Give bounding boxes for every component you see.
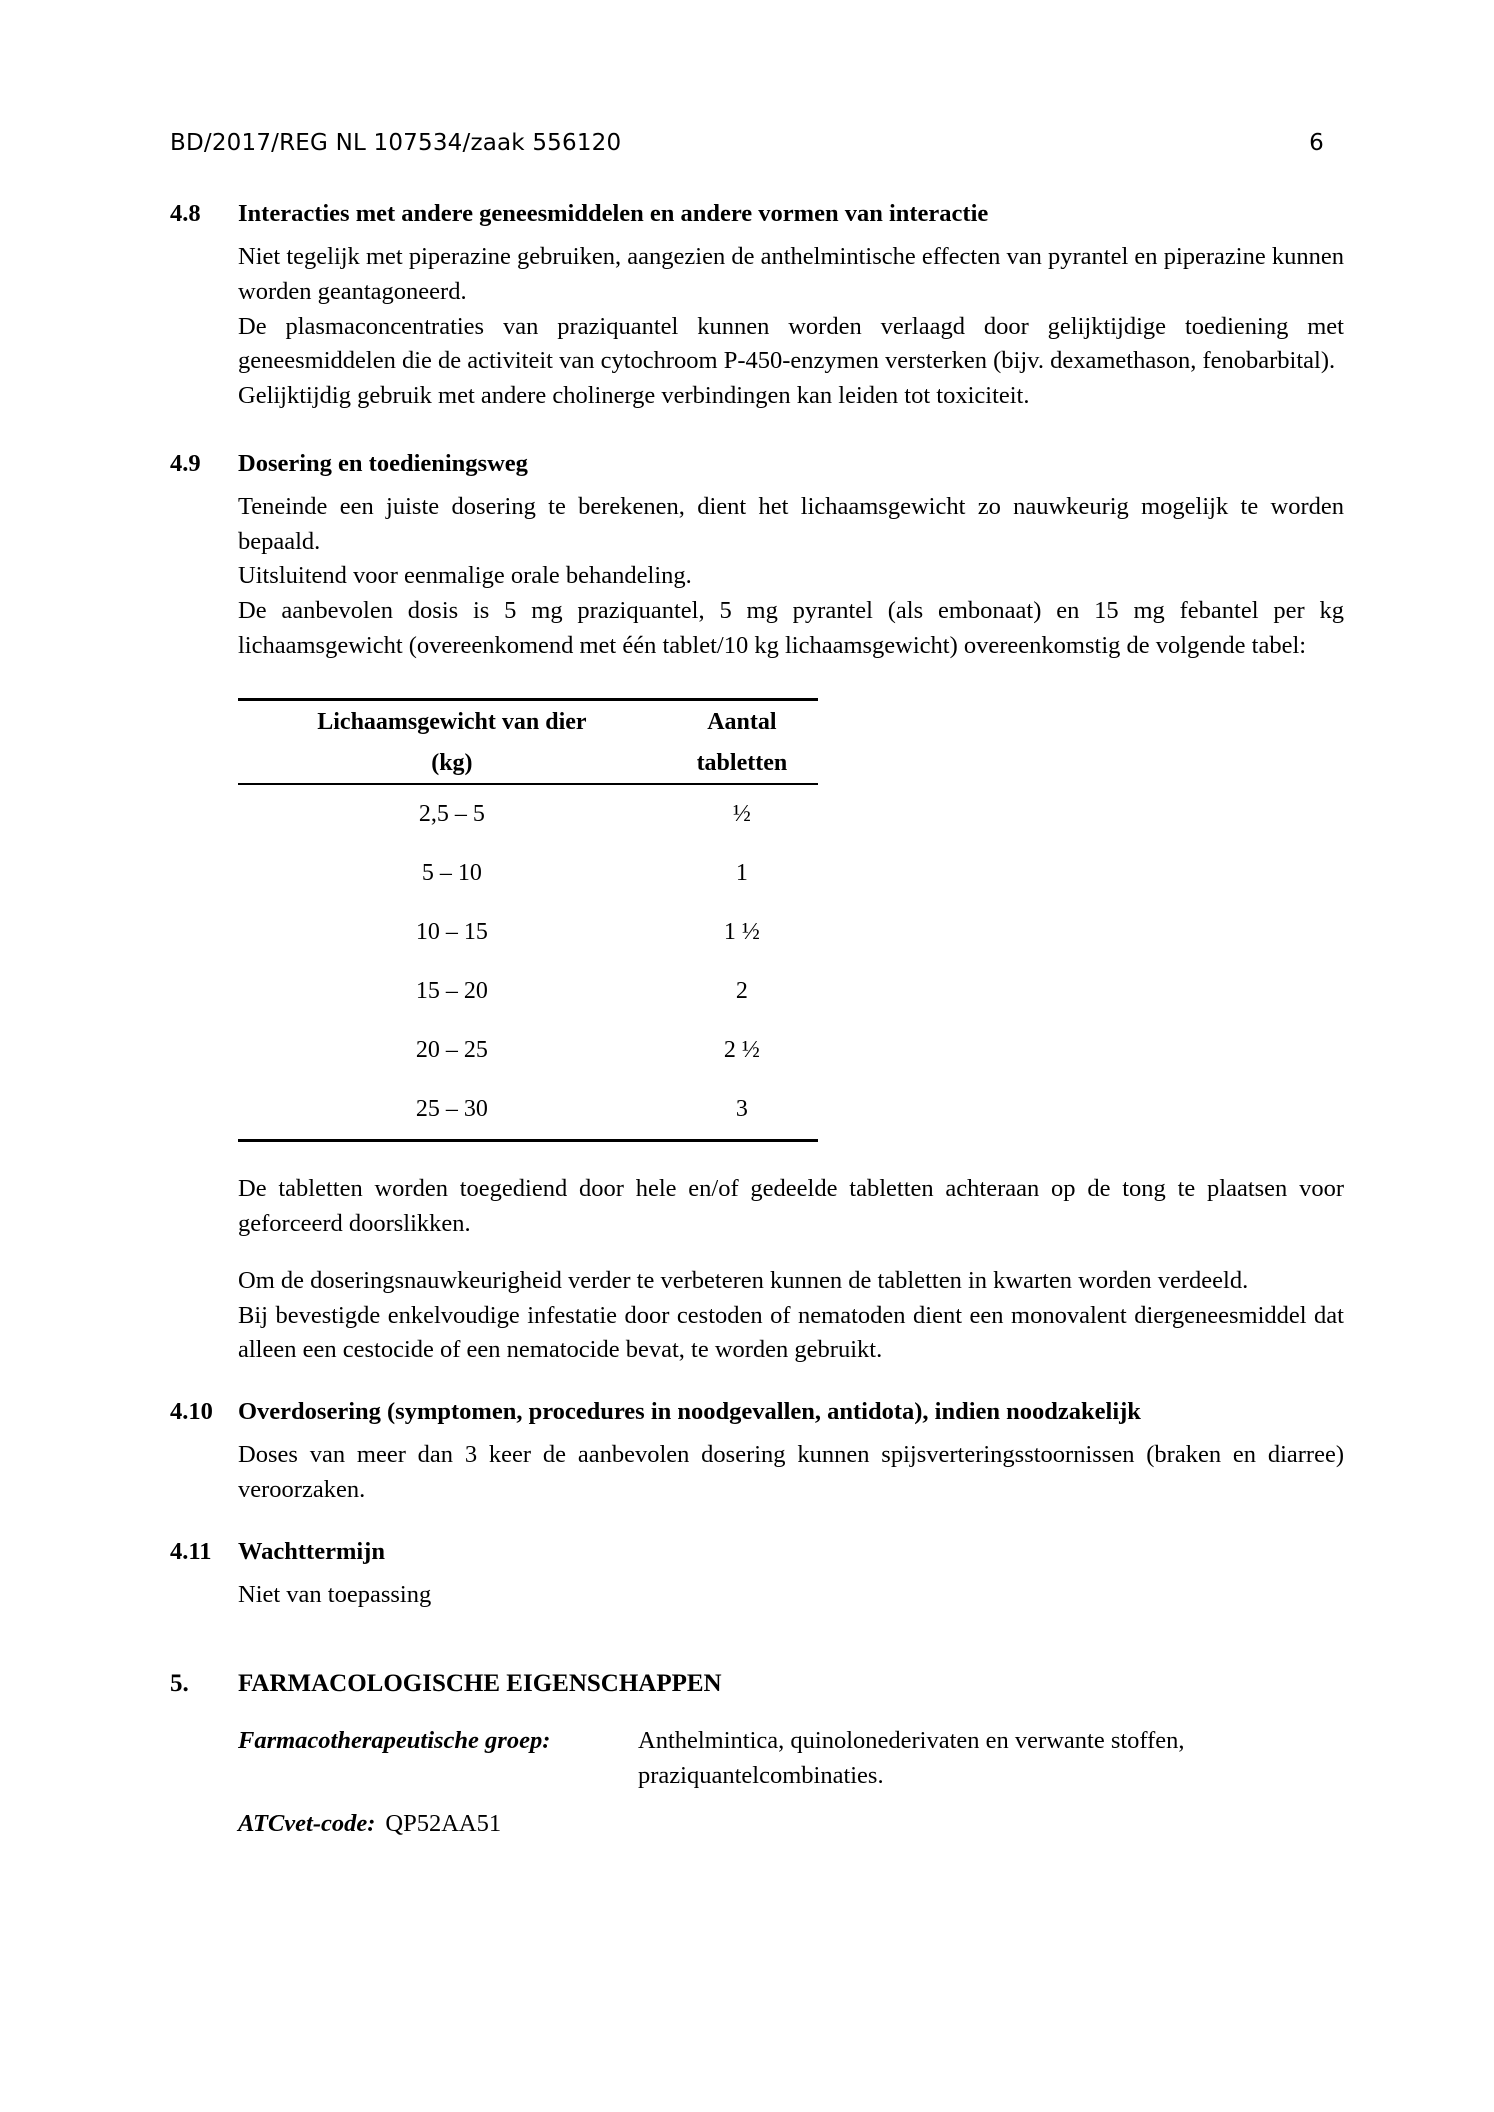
cell-tablets: 3 [666,1080,818,1141]
section-4-9 [170,450,1344,664]
section-5-number: 5. [170,1670,189,1698]
pharmacotherapeutic-group-row [238,1724,1344,1793]
cell-weight: 2,5 – 5 [418,801,485,828]
section-4-11-number: 4.11 [170,1537,212,1565]
section-4-8 [170,200,1344,414]
section-4-11 [170,1538,1344,1613]
section-4-9-number: 4.9 [170,449,201,477]
section-4-11-heading [170,1538,1344,1566]
section-4-10-body [238,1438,1344,1508]
atcvet-code-value: QP52AA51 [385,1810,502,1838]
cell-tablets: 1 [735,860,748,887]
dosing-table-wrapper [238,698,818,1142]
section-4-8-number: 4.8 [170,200,201,227]
table-row [238,844,818,903]
group-value-line1: Anthelmintica, quinolonederivaten en verwante stoffen, [638,1727,1185,1755]
paragraph: Teneinde een juiste dosering te berekenen, dient het lichaamsgewicht zo nauwkeurig mogelijk te worden bepaald. [238,492,1344,555]
pharmacology-details [238,1724,1344,1841]
section-4-11-title: Wachttermijn [238,1537,385,1565]
cell-tablets: ½ [732,801,751,828]
section-4-10 [170,1398,1344,1508]
table-header-row [238,699,818,742]
paragraph: De tabletten worden toegediend door hele en/of gedeelde tabletten achteraan op de tong te plaatsen voor geforceerd doorslikken. [238,1175,1344,1237]
section-4-11-body [238,1578,1344,1613]
cell-weight: 5 – 10 [421,860,482,887]
section-4-9-body-after-table [238,1172,1344,1368]
table-row [238,784,818,844]
section-5-heading [170,1670,1344,1698]
table-row [238,962,818,1021]
page-number: 6 [1309,130,1324,156]
pharmacotherapeutic-group-label: Farmacotherapeutische groep: [238,1727,551,1755]
atcvet-code-label: ATCvet-code: [238,1810,376,1838]
paragraph: Niet tegelijk met piperazine gebruiken, aangezien de anthelmintische effecten van pyrantel en piperazine kunnen worden geantagoneerd. [238,243,1344,305]
paragraph: De aanbevolen dosis is 5 mg praziquantel, 5 mg pyrantel (als embonaat) en 15 mg febantel per kg lichaamsgewicht (overeenkomend met één tablet/10 kg lichaamsgewicht) overeenkomstig de volgende tabel: [238,597,1344,660]
column-header-tablets-unit: tabletten [666,742,818,784]
paragraph: Om de doseringsnauwkeurigheid verder te verbeteren kunnen de tabletten in kwarten worden verdeeld. [238,1266,1249,1294]
table-row [238,1080,818,1141]
table-header-row-second [238,742,818,784]
section-4-9-title: Dosering en toedieningsweg [238,449,528,477]
paragraph: Bij bevestigde enkelvoudige infestatie door cestoden of nematoden dient een monovalent diergeneesmiddel dat alleen een cestocide of een nematocide bevat, te worden gebruikt. [238,1301,1344,1364]
page-header [170,130,1344,156]
pharmacotherapeutic-group-value [638,1724,1344,1793]
column-header-tablets: Aantal [666,699,818,742]
section-4-8-body [238,240,1344,414]
paragraph: Niet van toepassing [238,1580,432,1608]
section-4-8-title: Interacties met andere geneesmiddelen en andere vormen van interactie [238,200,989,227]
group-value-line2: praziquantelcombinaties. [638,1761,884,1789]
section-4-9-body [238,490,1344,664]
table-row [238,1021,818,1080]
section-4-8-heading [170,200,1344,228]
section-4-9-heading [170,450,1344,478]
cell-tablets: 2 [735,978,748,1005]
section-4-10-title: Overdosering (symptomen, procedures in noodgevallen, antidota), indien noodzakelijk [238,1398,1141,1426]
paragraph: Uitsluitend voor eenmalige orale behandeling. [238,562,692,590]
cell-tablets: 2 ½ [723,1037,760,1064]
cell-tablets: 1 ½ [723,919,760,946]
column-header-weight: Lichaamsgewicht van dier [238,699,666,742]
cell-weight: 15 – 20 [415,978,488,1005]
cell-weight: 20 – 25 [415,1037,488,1064]
document-reference: BD/2017/REG NL 107534/zaak 556120 [170,130,622,156]
atcvet-code-row [238,1807,1344,1841]
column-header-weight-unit: (kg) [238,742,666,784]
table-row [238,903,818,962]
section-4-10-heading [170,1398,1344,1426]
cell-weight: 25 – 30 [238,1080,666,1141]
cell-weight: 10 – 15 [415,919,488,946]
dosing-table [238,698,818,1142]
section-5-title: FARMACOLOGISCHE EIGENSCHAPPEN [238,1670,722,1698]
paragraph: De plasmaconcentraties van praziquantel kunnen worden verlaagd door gelijktijdige toediening met geneesmiddelen die de activiteit van cytochroom P-450-enzymen versterken (bijv. dexamethason, fenobarbital). [238,312,1344,375]
paragraph: Doses van meer dan 3 keer de aanbevolen dosering kunnen spijsverteringsstoornissen (braken en diarree) veroorzaken. [238,1441,1344,1503]
paragraph: Gelijktijdig gebruik met andere cholinerge verbindingen kan leiden tot toxiciteit. [238,382,1030,410]
section-4-9-after-table [170,1172,1344,1368]
section-4-10-number: 4.10 [170,1398,213,1426]
